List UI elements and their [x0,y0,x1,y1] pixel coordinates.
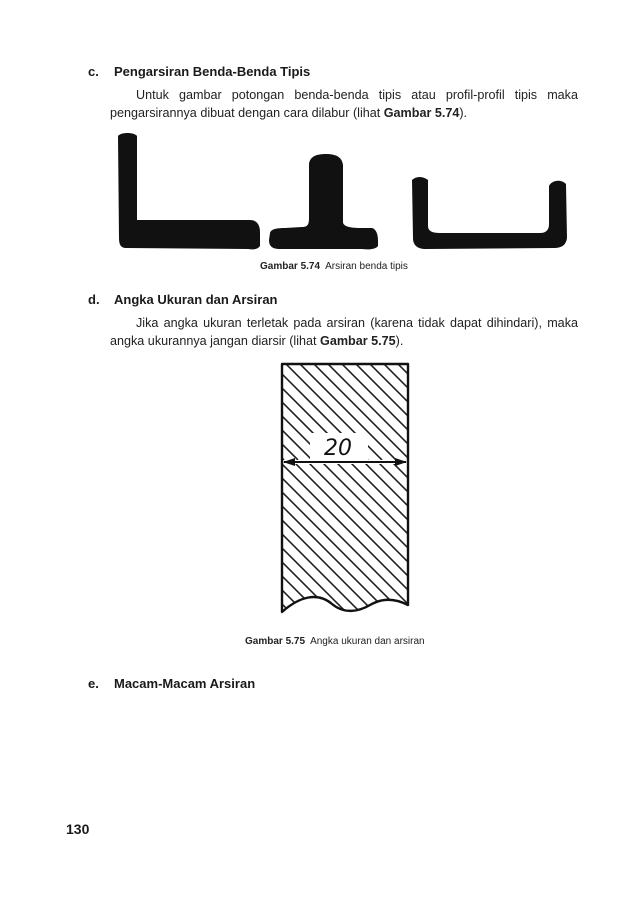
hatch-line [422,360,522,460]
section-e-heading [88,676,255,691]
lower-hatch [110,460,578,620]
section-c-letter: c. [88,64,99,79]
section-e-title: Macam-Macam Arsiran [114,676,256,691]
figure-5-75-text: Angka ukuran dan arsiran [310,636,425,647]
channel-profile [412,177,567,249]
section-d-text-end: ). [395,334,404,348]
figure-5-74-caption [260,261,408,272]
dimension-value: 20 [324,436,352,461]
section-c-text: Untuk gambar potongan benda-benda tipis atau profil-profil tipis maka pengarsirannya dibuat dengan cara dilabur (lihat [110,88,578,120]
page-number: 130 [66,821,90,837]
section-c-paragraph [110,86,578,122]
dimension-arrow-right [395,458,407,466]
hatch-line [390,460,550,620]
section-d-title: Angka Ukuran dan Arsiran [114,292,278,307]
hatch-line [408,360,508,460]
section-c-title: Pengarsiran Benda-Benda Tipis [114,64,311,79]
hatch-line [110,460,270,620]
figure-5-75 [270,360,420,620]
section-c-figure-ref: Gambar 5.74 [383,106,460,120]
figure-5-74-label: Gambar 5.74 [260,261,321,272]
angle-profile [118,133,260,249]
tee-profile [269,154,378,249]
section-e-letter: e. [88,676,99,691]
hatch-line [124,460,284,620]
section-d-letter: d. [88,292,100,307]
section-c-heading [88,64,310,79]
hatch-line [170,360,270,460]
hatch-line [184,360,284,460]
section-d-figure-ref: Gambar 5.75 [320,334,396,348]
section-d-paragraph [110,314,578,350]
section-d-text: Jika angka ukuran terletak pada arsiran (karena tidak dapat dihindari), maka angka ukurannya jangan diarsir (lihat [110,316,578,348]
hatch-line [418,460,578,620]
figure-5-74-text: Arsiran benda tipis [325,261,408,272]
section-c-text-end: ). [459,106,468,120]
figure-5-75-label: Gambar 5.75 [245,636,306,647]
hatch-line [138,460,298,620]
figure-5-75-caption [245,636,425,647]
section-d-heading [88,292,278,307]
dimension-arrow-left [283,458,295,466]
figure-5-74 [110,128,580,253]
hatch-line [404,460,564,620]
